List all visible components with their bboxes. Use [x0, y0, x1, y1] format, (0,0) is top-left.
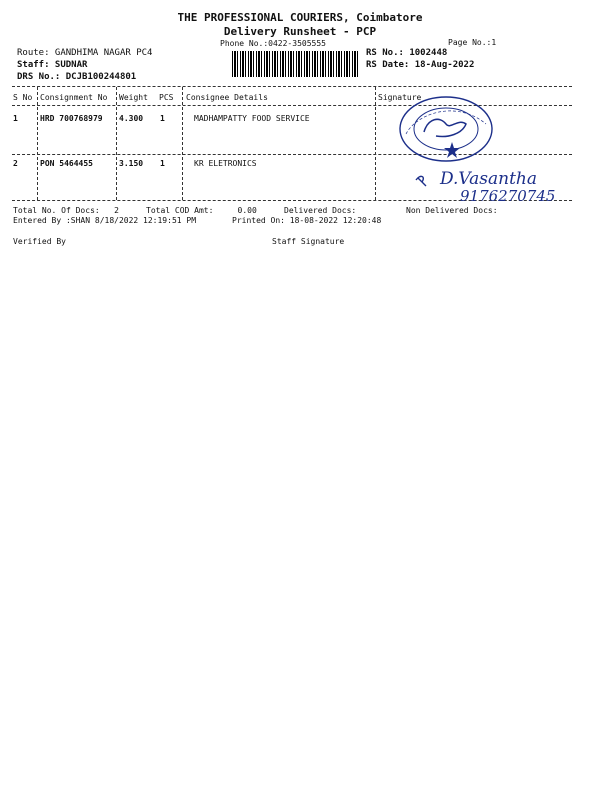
- row-consignment: HRD 700768979: [40, 114, 103, 123]
- staff-signature: Staff Signature: [272, 237, 345, 246]
- drs-number: DRS No.: DCJB100244801: [17, 72, 137, 82]
- column-divider: [116, 87, 117, 200]
- column-divider: [375, 87, 376, 200]
- staff-label: Staff: SUDNAR: [17, 60, 88, 70]
- non-delivered-docs: Non Delivered Docs:: [406, 206, 498, 215]
- printed-on: Printed On: 18-08-2022 12:20:48: [232, 216, 382, 225]
- handwritten-phone: 9176270745: [460, 187, 556, 205]
- total-docs: Total No. Of Docs: 2: [13, 206, 119, 215]
- header-signature: Signature: [378, 93, 422, 102]
- entered-by: Entered By :SHAN 8/18/2022 12:19:51 PM: [13, 216, 197, 225]
- rs-date: RS Date: 18-Aug-2022: [366, 60, 475, 70]
- row-sno: 2: [13, 159, 18, 168]
- company-stamp: [396, 94, 496, 164]
- route-label: Route: GANDHIMA NAGAR PC4: [17, 48, 153, 58]
- row-weight: 4.300: [119, 114, 144, 123]
- handwritten-name: D.Vasantha: [440, 169, 538, 189]
- document-title: Delivery Runsheet - PCP: [223, 25, 377, 38]
- header-consignment: Consignment No: [40, 93, 108, 102]
- rs-number: RS No.: 1002448: [366, 48, 448, 58]
- total-cod: Total COD Amt: 0.00: [146, 206, 257, 215]
- table-top-rule: [12, 86, 572, 87]
- row-pcs: 1: [160, 159, 165, 168]
- header-consignee: Consignee Details: [186, 93, 268, 102]
- phone-number: Phone No.:0422-3505555: [220, 39, 326, 48]
- row-pcs: 1: [160, 114, 165, 123]
- column-divider: [182, 87, 183, 200]
- company-name: THE PROFESSIONAL COURIERS, Coimbatore: [177, 11, 423, 24]
- header-pcs: PCS: [159, 93, 174, 102]
- column-divider: [37, 87, 38, 200]
- row-consignee: KR ELETRONICS: [194, 159, 257, 168]
- header-weight: Weight: [119, 93, 148, 102]
- row-weight: 3.150: [119, 159, 144, 168]
- page-number: Page No.:1: [448, 38, 497, 47]
- verified-by: Verified By: [13, 237, 66, 246]
- delivered-docs: Delivered Docs:: [284, 206, 357, 215]
- row-consignment: PON 5464455: [40, 159, 93, 168]
- receiver-signature: [410, 168, 590, 208]
- row-consignee: MADHAMPATTY FOOD SERVICE: [194, 114, 310, 123]
- barcode: [232, 51, 358, 77]
- row-sno: 1: [13, 114, 18, 123]
- header-sno: S No: [13, 93, 33, 102]
